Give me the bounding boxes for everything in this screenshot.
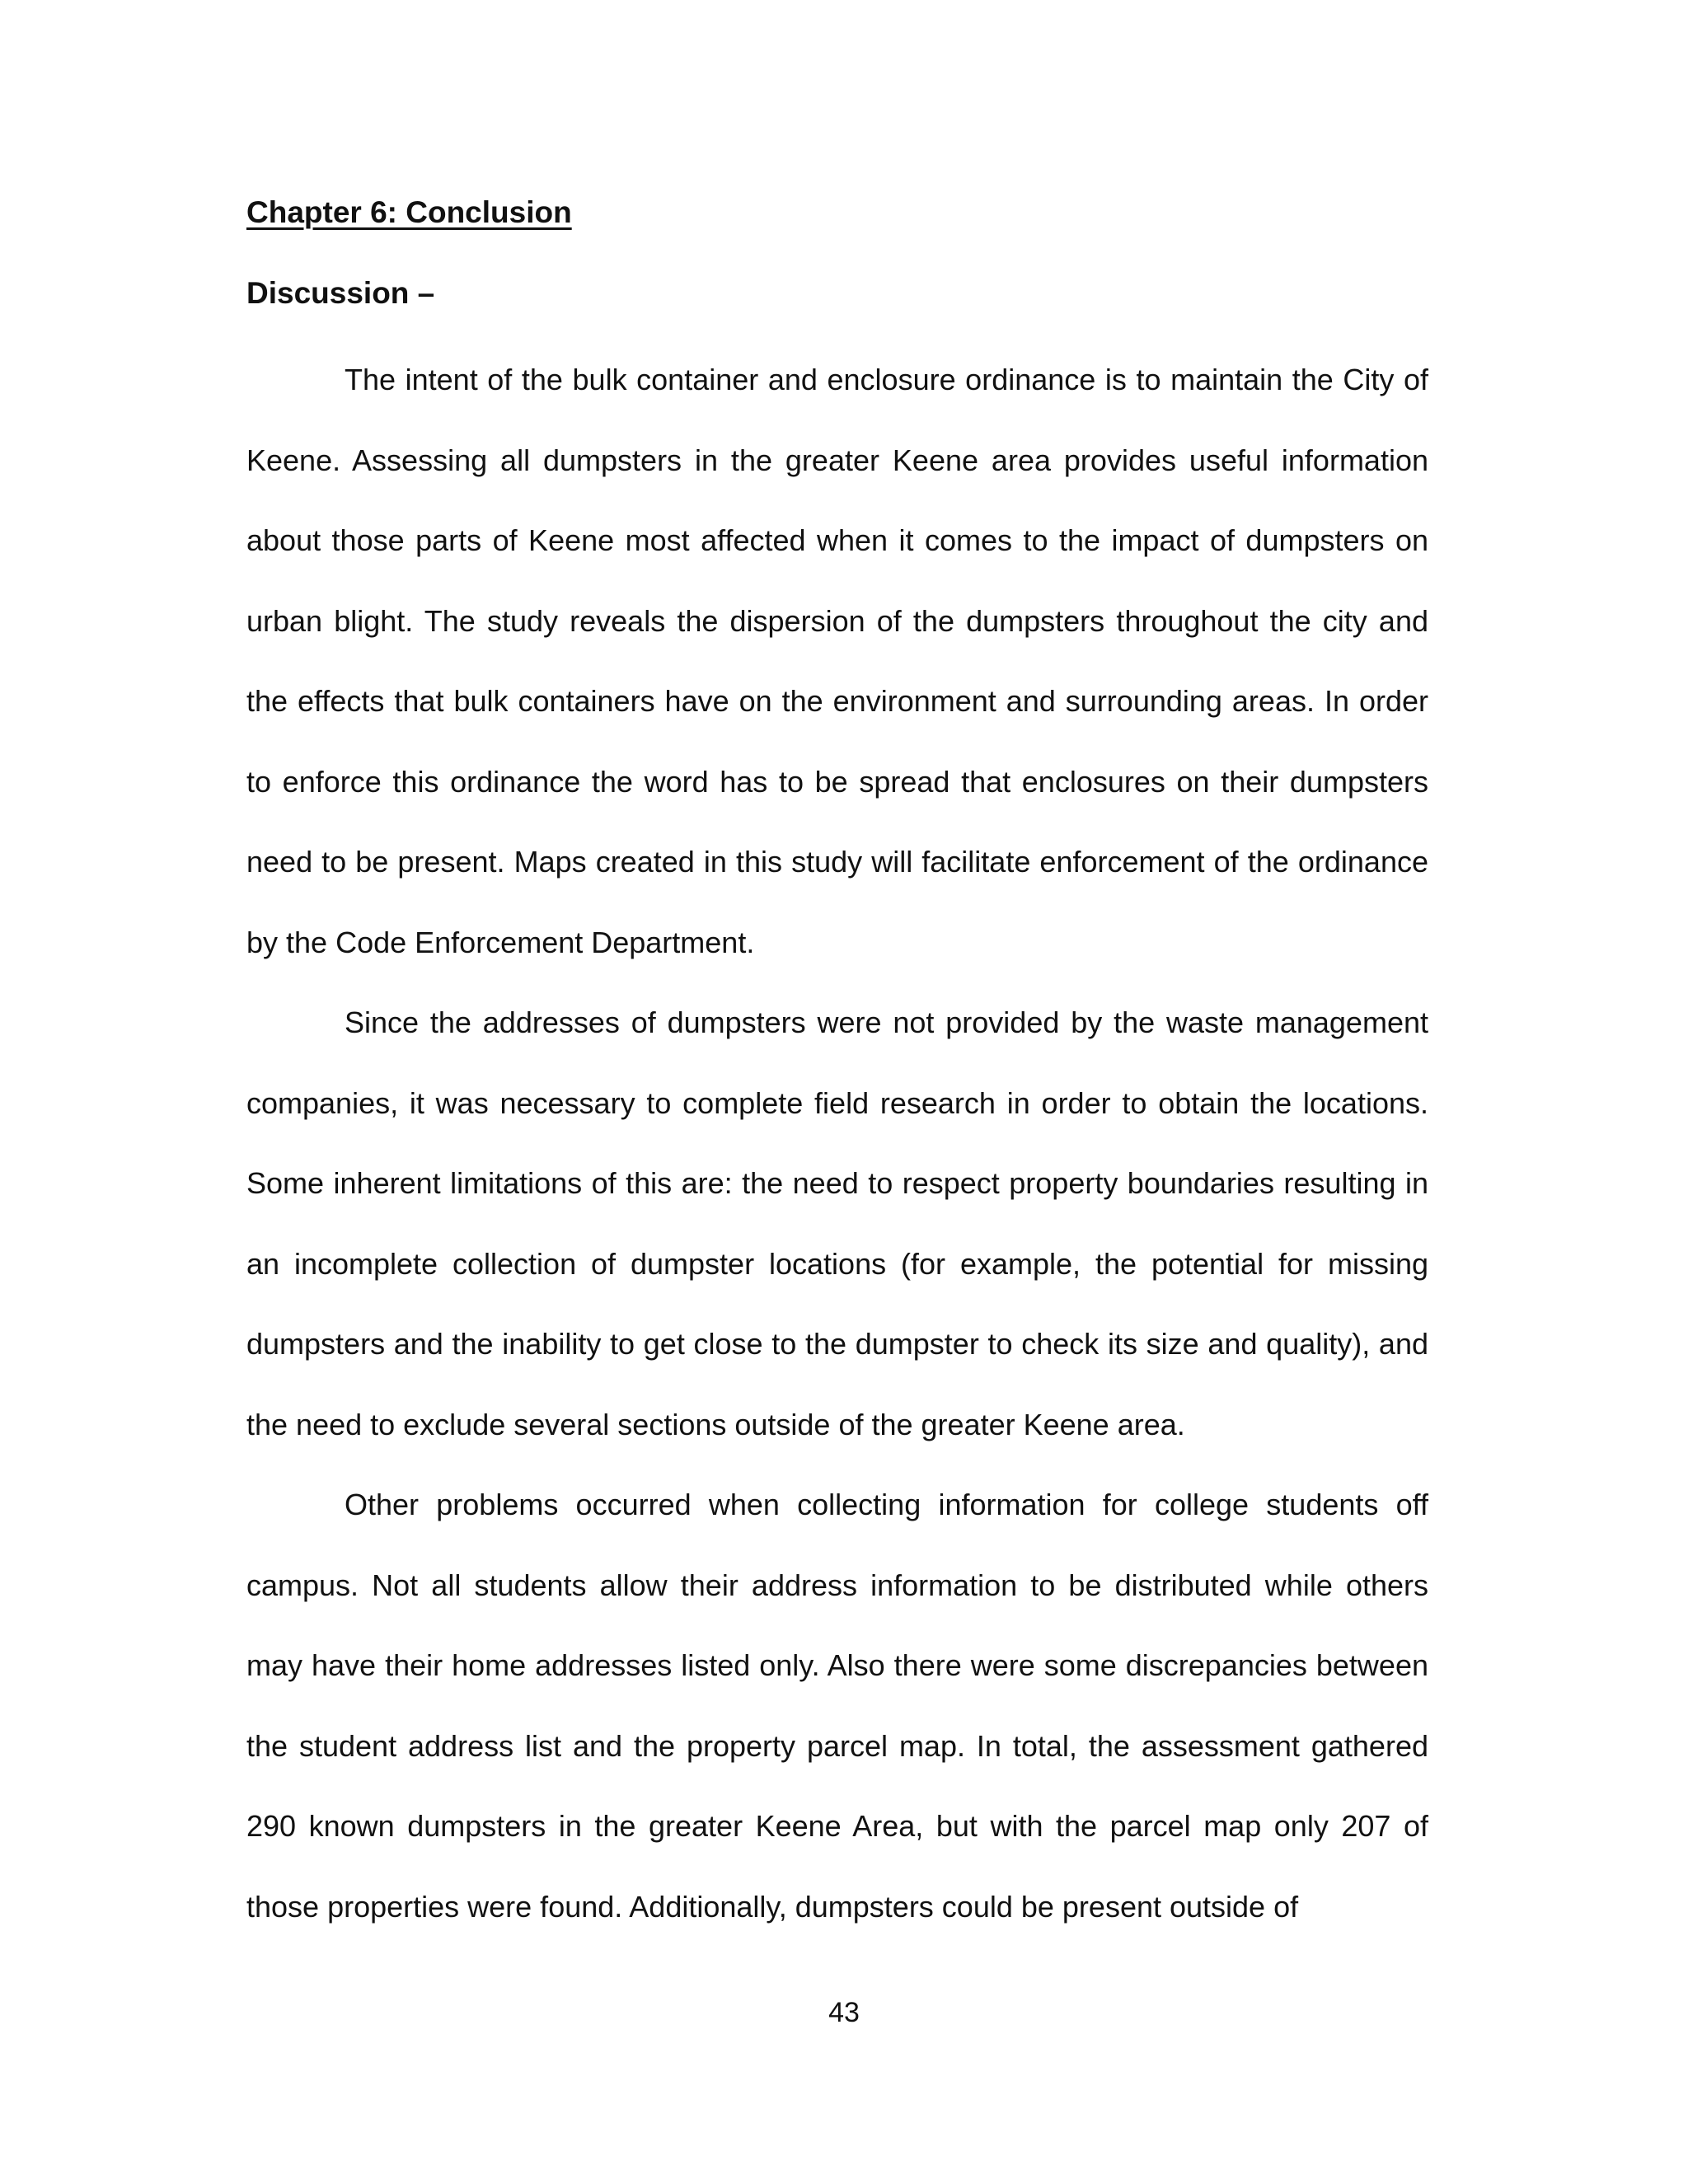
chapter-title: Chapter 6: Conclusion xyxy=(246,195,572,229)
paragraph-intent: The intent of the bulk container and enclosure ordinance is to maintain the City of Keene. Assessing all dumpsters in the greater Keene area provides useful information about those parts of Keene most affected when it comes to the impact of dumpsters on urban blight. The study reveals the dispersion of the dumpsters throughout the city and the effects that bulk containers have on the environment and surrounding areas. In order to enforce this ordinance the word has to be spread that enclosures on their dumpsters need to be present. Maps created in this study will facilitate enforcement of the ordinance by the Code Enforcement Department. xyxy=(246,363,1428,959)
section-title: Discussion – xyxy=(246,276,435,310)
paragraph-field-research: Since the addresses of dumpsters were not provided by the waste management companies, it was necessary to complete field research in order to obtain the locations. Some inherent limitations of this are: the need to respect property boundaries resulting in an incomplete collection of dumpster locations (for example, the potential for missing dumpsters and the inability to get close to the dumpster to check its size and quality), and the need to exclude several sections outside of the greater Keene area. xyxy=(246,1005,1428,1441)
page-number: 43 xyxy=(828,1997,860,2028)
body-text xyxy=(246,340,1428,1947)
paragraph-other-problems: Other problems occurred when collecting information for college students off campus. Not all students allow their address information to be distributed while others may have their home addresses listed only. Also there were some discrepancies between the student address list and the property parcel map. In total, the assessment gathered 290 known dumpsters in the greater Keene Area, but with the parcel map only 207 of those properties were found. Additionally, dumpsters could be present outside of xyxy=(246,1488,1428,1924)
